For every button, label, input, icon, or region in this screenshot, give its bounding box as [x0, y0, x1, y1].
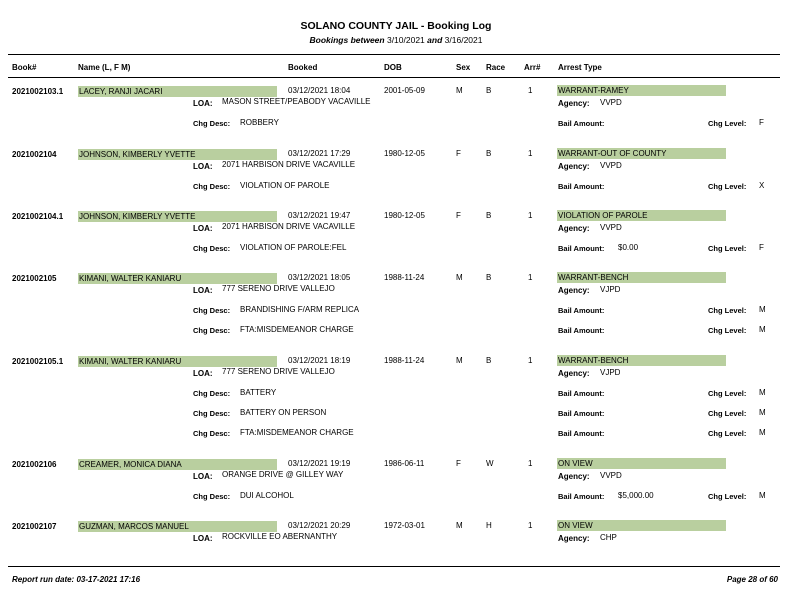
bail-amount: $0.00: [618, 243, 639, 252]
charge-description: FTA:MISDEMEANOR CHARGE: [240, 325, 354, 334]
booking-number: 2021002106: [12, 460, 57, 469]
charge-description: VIOLATION OF PAROLE:FEL: [240, 243, 347, 252]
charge-level-label: Chg Level:: [708, 244, 747, 253]
charge-description: BRANDISHING F/ARM REPLICA: [240, 305, 360, 314]
charge-level-label: Chg Level:: [708, 389, 747, 398]
arresting-agency: VJPD: [600, 285, 621, 294]
bail-amount-label: Bail Amount:: [558, 182, 605, 191]
charge-description: BATTERY: [240, 388, 277, 397]
inmate-name: KIMANI, WALTER KANIARU: [78, 273, 277, 284]
col-header-arr: Arr#: [524, 63, 541, 72]
charge-level: M: [759, 428, 766, 437]
charge-level: M: [759, 408, 766, 417]
arrest-count: 1: [528, 149, 533, 158]
inmate-name: GUZMAN, MARCOS MANUEL: [78, 521, 277, 532]
charge-level-label: Chg Level:: [708, 119, 747, 128]
booked-datetime: 03/12/2021 19:47: [288, 211, 351, 220]
date-of-birth: 1986-06-11: [384, 459, 425, 468]
arresting-agency: VVPD: [600, 471, 622, 480]
booked-datetime: 03/12/2021 20:29: [288, 521, 351, 530]
charge-description: ROBBERY: [240, 118, 279, 127]
location-of-arrest: 2071 HARBISON DRIVE VACAVILLE: [222, 222, 356, 231]
header-bottom-rule: [8, 77, 780, 78]
charge-level: F: [759, 118, 764, 127]
location-of-arrest: MASON STREET/PEABODY VACAVILLE: [222, 97, 371, 106]
inmate-name: JOHNSON, KIMBERLY YVETTE: [78, 211, 277, 222]
bail-amount-label: Bail Amount:: [558, 409, 605, 418]
charge-desc-label: Chg Desc:: [193, 429, 231, 438]
charge-desc-label: Chg Desc:: [193, 389, 231, 398]
agency-label: Agency:: [558, 369, 590, 378]
inmate-name: CREAMER, MONICA DIANA: [78, 459, 277, 470]
booked-datetime: 03/12/2021 18:04: [288, 86, 351, 95]
col-header-booked: Booked: [288, 63, 318, 72]
agency-label: Agency:: [558, 224, 590, 233]
col-header-dob: DOB: [384, 63, 402, 72]
charge-level-label: Chg Level:: [708, 492, 747, 501]
loa-label: LOA:: [193, 534, 213, 543]
col-header-book: Book#: [12, 63, 37, 72]
race: B: [486, 356, 492, 365]
race: B: [486, 86, 492, 95]
location-of-arrest: ORANGE DRIVE @ GILLEY WAY: [222, 470, 344, 479]
booking-number: 2021002105: [12, 274, 57, 283]
agency-label: Agency:: [558, 99, 590, 108]
charge-desc-label: Chg Desc:: [193, 244, 231, 253]
arrest-type: VIOLATION OF PAROLE: [557, 210, 726, 221]
arrest-type: WARRANT-RAMEY: [557, 85, 726, 96]
arresting-agency: VVPD: [600, 223, 622, 232]
arrest-count: 1: [528, 273, 533, 282]
charge-desc-label: Chg Desc:: [193, 182, 231, 191]
arrest-count: 1: [528, 211, 533, 220]
charge-level: F: [759, 243, 764, 252]
date-of-birth: 1988-11-24: [384, 356, 425, 365]
report-title: SOLANO COUNTY JAIL - Booking Log: [300, 20, 492, 32]
race: H: [486, 521, 492, 530]
bail-amount-label: Bail Amount:: [558, 119, 605, 128]
date-of-birth: 1980-12-05: [384, 149, 425, 158]
arresting-agency: CHP: [600, 533, 617, 542]
arresting-agency: VVPD: [600, 98, 622, 107]
date-of-birth: 1988-11-24: [384, 273, 425, 282]
arrest-type: ON VIEW: [557, 458, 726, 469]
inmate-name: LACEY, RANJI JACARI: [78, 86, 277, 97]
charge-level-label: Chg Level:: [708, 429, 747, 438]
booked-datetime: 03/12/2021 19:19: [288, 459, 351, 468]
charge-desc-label: Chg Desc:: [193, 492, 231, 501]
arrest-type: WARRANT-BENCH: [557, 272, 726, 283]
bail-amount-label: Bail Amount:: [558, 244, 605, 253]
arrest-type: WARRANT-BENCH: [557, 355, 726, 366]
date-of-birth: 1980-12-05: [384, 211, 425, 220]
bail-amount-label: Bail Amount:: [558, 429, 605, 438]
sex: M: [456, 356, 463, 365]
charge-desc-label: Chg Desc:: [193, 326, 231, 335]
inmate-name: JOHNSON, KIMBERLY YVETTE: [78, 149, 277, 160]
agency-label: Agency:: [558, 472, 590, 481]
date-of-birth: 2001-05-09: [384, 86, 425, 95]
booking-number: 2021002107: [12, 522, 57, 531]
arrest-count: 1: [528, 459, 533, 468]
location-of-arrest: 2071 HARBISON DRIVE VACAVILLE: [222, 160, 356, 169]
sex: F: [456, 459, 461, 468]
date-of-birth: 1972-03-01: [384, 521, 425, 530]
agency-label: Agency:: [558, 286, 590, 295]
booking-number: 2021002104: [12, 150, 57, 159]
booking-number: 2021002105.1: [12, 357, 64, 366]
booked-datetime: 03/12/2021 18:19: [288, 356, 351, 365]
bail-amount-label: Bail Amount:: [558, 389, 605, 398]
charge-desc-label: Chg Desc:: [193, 306, 231, 315]
loa-label: LOA:: [193, 224, 213, 233]
sex: F: [456, 211, 461, 220]
race: B: [486, 273, 492, 282]
booking-number: 2021002104.1: [12, 212, 64, 221]
arresting-agency: VVPD: [600, 161, 622, 170]
charge-level: M: [759, 305, 766, 314]
col-header-sex: Sex: [456, 63, 471, 72]
booking-number: 2021002103.1: [12, 87, 64, 96]
booked-datetime: 03/12/2021 17:29: [288, 149, 351, 158]
sex: M: [456, 273, 463, 282]
arrest-count: 1: [528, 521, 533, 530]
charge-level: X: [759, 181, 765, 190]
arresting-agency: VJPD: [600, 368, 621, 377]
race: B: [486, 211, 492, 220]
arrest-type: ON VIEW: [557, 520, 726, 531]
bail-amount-label: Bail Amount:: [558, 492, 605, 501]
charge-level-label: Chg Level:: [708, 409, 747, 418]
charge-description: BATTERY ON PERSON: [240, 408, 327, 417]
report-subtitle: Bookings between 3/10/2021 and 3/16/2021: [309, 35, 483, 45]
col-header-arrest-type: Arrest Type: [558, 63, 602, 72]
report-run-date: Report run date: 03-17-2021 17:16: [12, 575, 141, 584]
loa-label: LOA:: [193, 99, 213, 108]
loa-label: LOA:: [193, 286, 213, 295]
arrest-count: 1: [528, 356, 533, 365]
sex: M: [456, 86, 463, 95]
sex: M: [456, 521, 463, 530]
race: W: [486, 459, 494, 468]
bail-amount: $5,000.00: [618, 491, 654, 500]
col-header-race: Race: [486, 63, 506, 72]
charge-level-label: Chg Level:: [708, 182, 747, 191]
loa-label: LOA:: [193, 162, 213, 171]
booked-datetime: 03/12/2021 18:05: [288, 273, 351, 282]
footer-rule: [8, 566, 780, 567]
bail-amount-label: Bail Amount:: [558, 326, 605, 335]
location-of-arrest: 777 SERENO DRIVE VALLEJO: [222, 367, 335, 376]
charge-level: M: [759, 325, 766, 334]
charge-level-label: Chg Level:: [708, 306, 747, 315]
inmate-name: KIMANI, WALTER KANIARU: [78, 356, 277, 367]
arrest-type: WARRANT-OUT OF COUNTY: [557, 148, 726, 159]
charge-desc-label: Chg Desc:: [193, 409, 231, 418]
bail-amount-label: Bail Amount:: [558, 306, 605, 315]
charge-desc-label: Chg Desc:: [193, 119, 231, 128]
charge-description: DUI ALCOHOL: [240, 491, 294, 500]
charge-description: FTA:MISDEMEANOR CHARGE: [240, 428, 354, 437]
loa-label: LOA:: [193, 472, 213, 481]
sex: F: [456, 149, 461, 158]
arrest-count: 1: [528, 86, 533, 95]
agency-label: Agency:: [558, 162, 590, 171]
loa-label: LOA:: [193, 369, 213, 378]
agency-label: Agency:: [558, 534, 590, 543]
page-number: Page 28 of 60: [726, 575, 778, 584]
charge-level-label: Chg Level:: [708, 326, 747, 335]
location-of-arrest: ROCKVILLE EO ABERNANTHY: [222, 532, 338, 541]
location-of-arrest: 777 SERENO DRIVE VALLEJO: [222, 284, 335, 293]
race: B: [486, 149, 492, 158]
charge-level: M: [759, 388, 766, 397]
charge-level: M: [759, 491, 766, 500]
header-top-rule: [8, 54, 780, 55]
charge-description: VIOLATION OF PAROLE: [240, 181, 330, 190]
col-header-name: Name (L, F M): [78, 63, 131, 72]
